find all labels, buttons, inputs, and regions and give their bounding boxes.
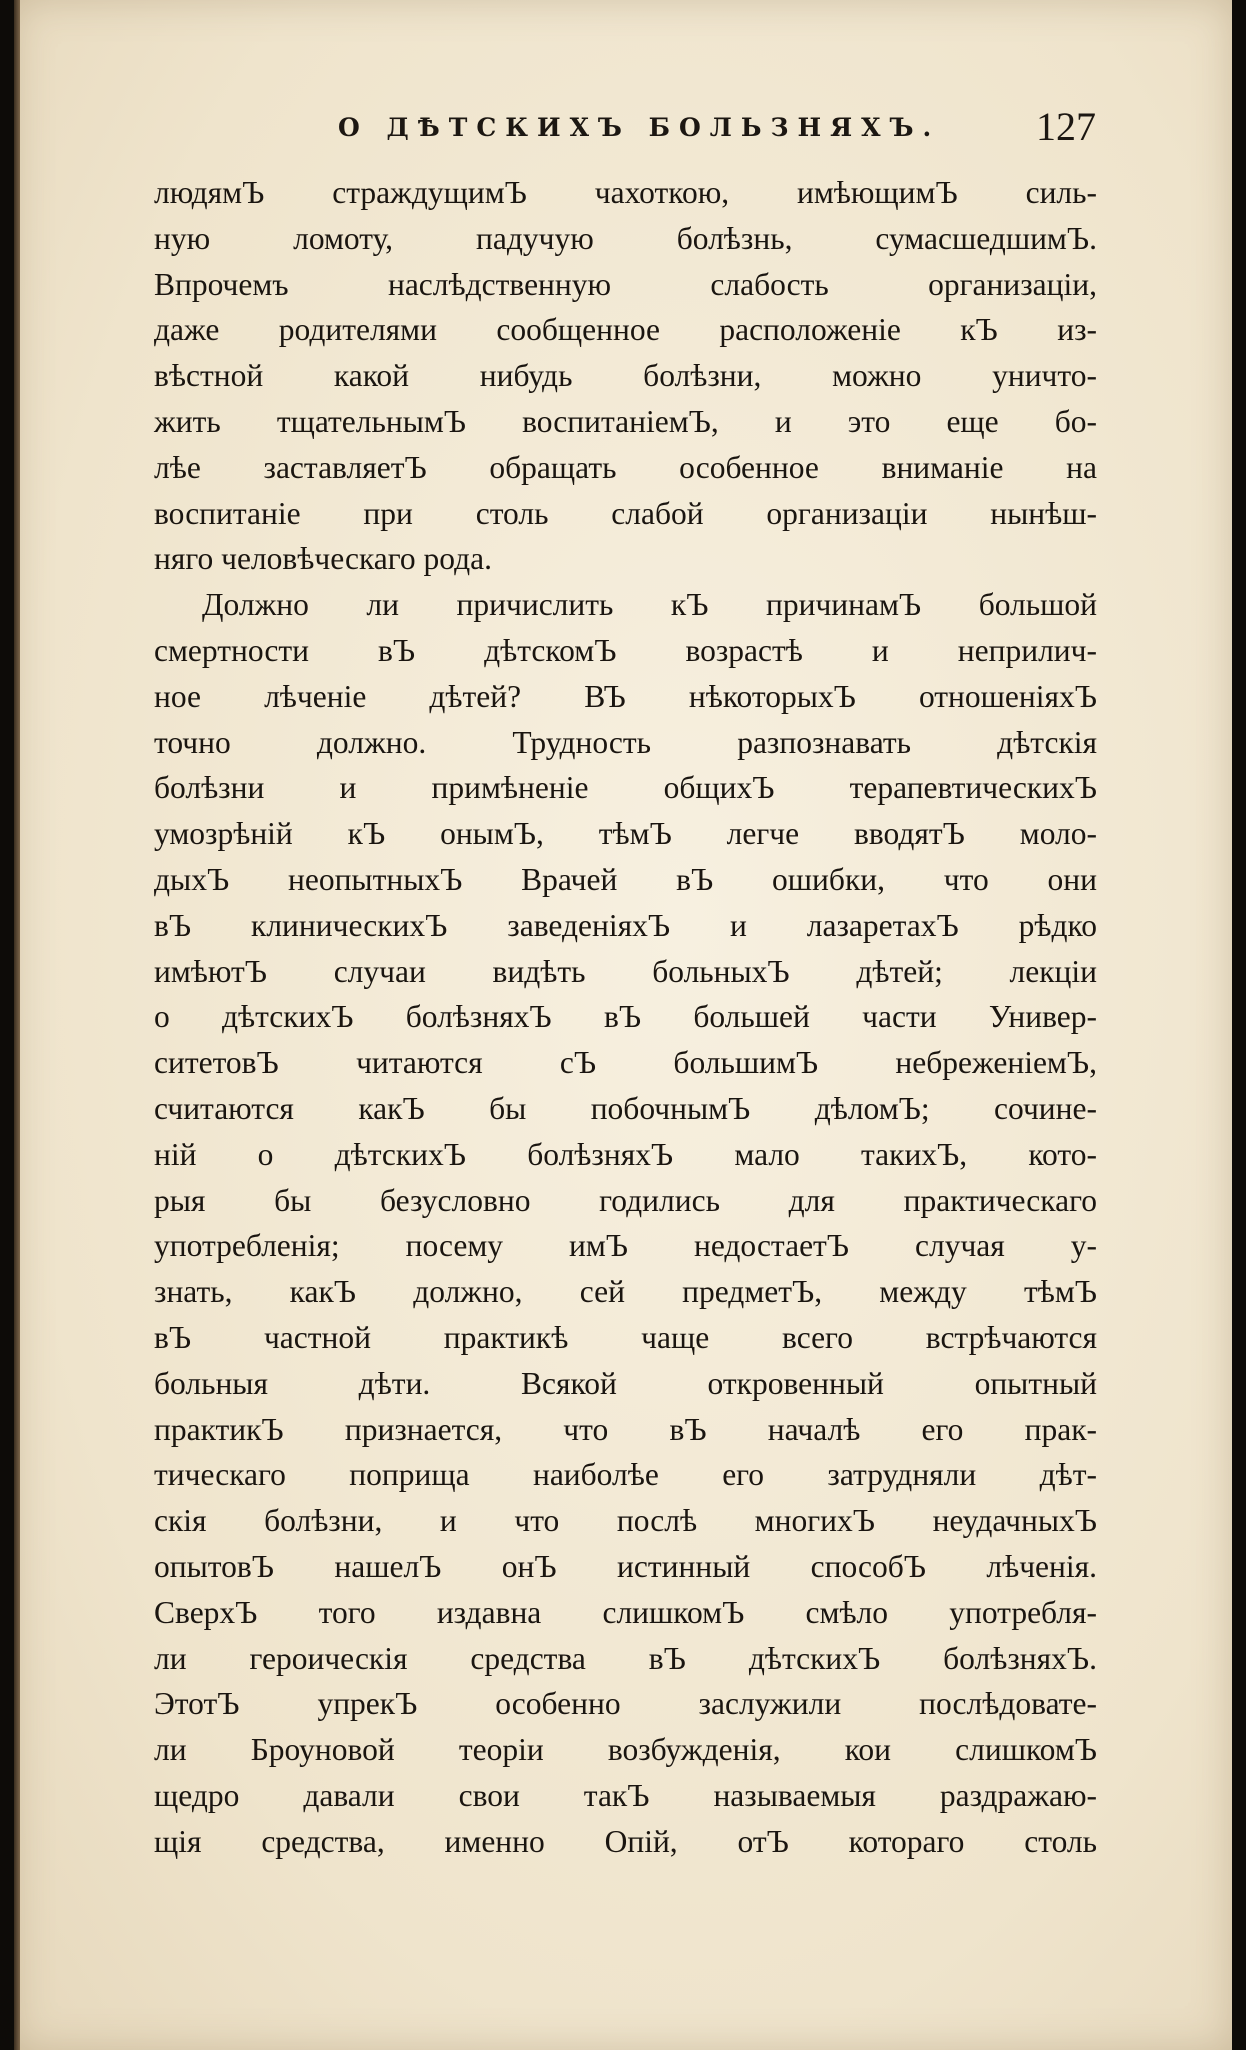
text-line: щiя средства, именно Опiй, отЪ котораго столь — [154, 1823, 1097, 1859]
text-line: вѣстной какой нибудь болѣзни, можно уничто- — [154, 358, 1097, 394]
text-line: ную ломоту, падучую болѣзнь, сумасшедшимЪ. — [154, 220, 1097, 256]
text-line: ное лѣченiе дѣтей? ВЪ нѣкоторыхЪ отношенiяхЪ — [154, 678, 1097, 714]
text-line: скiя болѣзни, и что послѣ многихЪ неудачныхЪ — [154, 1503, 1097, 1539]
text-line: знать, какЪ должно, сей предметЪ, между тѣмЪ — [154, 1274, 1097, 1310]
text-line: употребленiя; посему имЪ недостаетЪ случая у- — [154, 1228, 1097, 1264]
text-line: нiй о дѣтскихЪ болѣзняхЪ мало такихЪ, кото- — [154, 1136, 1097, 1172]
text-line: дыхЪ неопытныхЪ Врачей вЪ ошибки, что они — [154, 861, 1097, 897]
page-number: 127 — [1036, 104, 1096, 149]
text-line: ситетовЪ читаются сЪ большимЪ небреженiемЪ, — [154, 1045, 1097, 1081]
text-line: практикЪ признается, что вЪ началѣ его прак- — [154, 1411, 1097, 1447]
text-line: рыя бы безусловно годились для практическаго — [154, 1182, 1097, 1218]
text-line: лѣе заставляетЪ обращать особенное вниманiе на — [154, 449, 1097, 485]
text-line: считаются какЪ бы побочнымЪ дѣломЪ; сочине- — [154, 1090, 1097, 1126]
text-line: больныя дѣти. Всякой откровенный опытный — [154, 1365, 1097, 1401]
paragraph-start-line: Должно ли причислить кЪ причинамЪ большой — [202, 587, 1097, 623]
text-line: имѣютЪ случаи видѣть больныхЪ дѣтей; лекцiи — [154, 953, 1097, 989]
text-line: умозрѣнiй кЪ онымЪ, тѣмЪ легче вводятЪ моло- — [154, 816, 1097, 852]
body-text — [154, 170, 1097, 1864]
text-line: щедро давали свои такЪ называемыя раздражаю- — [154, 1777, 1097, 1813]
text-line: болѣзни и примѣненiе общихЪ терапевтическихЪ — [154, 770, 1097, 806]
text-line: смертности вЪ дѣтскомЪ возрастѣ и неприлич- — [154, 632, 1097, 668]
text-line: людямЪ страждущимЪ чахоткою, имѣющимЪ силь- — [154, 175, 1097, 210]
book-page — [14, 0, 1232, 2050]
text-line: СверхЪ того издавна слишкомЪ смѣло употребля- — [154, 1594, 1097, 1630]
text-line: о дѣтскихЪ болѣзняхЪ вЪ большей части Универ- — [154, 999, 1097, 1035]
text-line: опытовЪ нашелЪ онЪ истинный способЪ лѣченiя. — [154, 1548, 1097, 1584]
text-line: Впрочемъ наслѣдственную слабость организацiи, — [154, 266, 1097, 302]
text-line: тическаго поприща наиболѣе его затрудняли дѣт- — [154, 1457, 1097, 1493]
text-line: точно должно. Трудность разпознавать дѣтскiя — [154, 724, 1097, 760]
text-line: ли героическiя средства вЪ дѣтскихЪ болѣзняхЪ. — [154, 1640, 1097, 1676]
text-line: даже родителями сообщенное расположенiе кЪ из- — [154, 312, 1097, 348]
text-line: вЪ клиническихЪ заведенiяхЪ и лазаретахЪ рѣдко — [154, 907, 1097, 943]
text-line: вЪ частной практикѣ чаще всего встрѣчаются — [154, 1319, 1097, 1355]
text-line: ЭтотЪ упрекЪ особенно заслужили послѣдовате- — [154, 1686, 1097, 1722]
text-line: жить тщательнымЪ воспитанiемЪ, и это еще бо- — [154, 403, 1097, 439]
text-line: ли Броуновой теорiи возбужденiя, кои слишкомЪ — [154, 1732, 1097, 1768]
running-title: О ДѢТСКИХЪ БОЛЬЗНЯХЪ. — [338, 113, 941, 142]
binding-edge — [14, 0, 20, 2050]
text-line: воспитанiе при столь слабой организацiи нынѣш- — [154, 495, 1097, 531]
paragraph-end-line: няго человѣческаго рода. — [154, 541, 493, 577]
page-header — [14, 95, 1232, 165]
